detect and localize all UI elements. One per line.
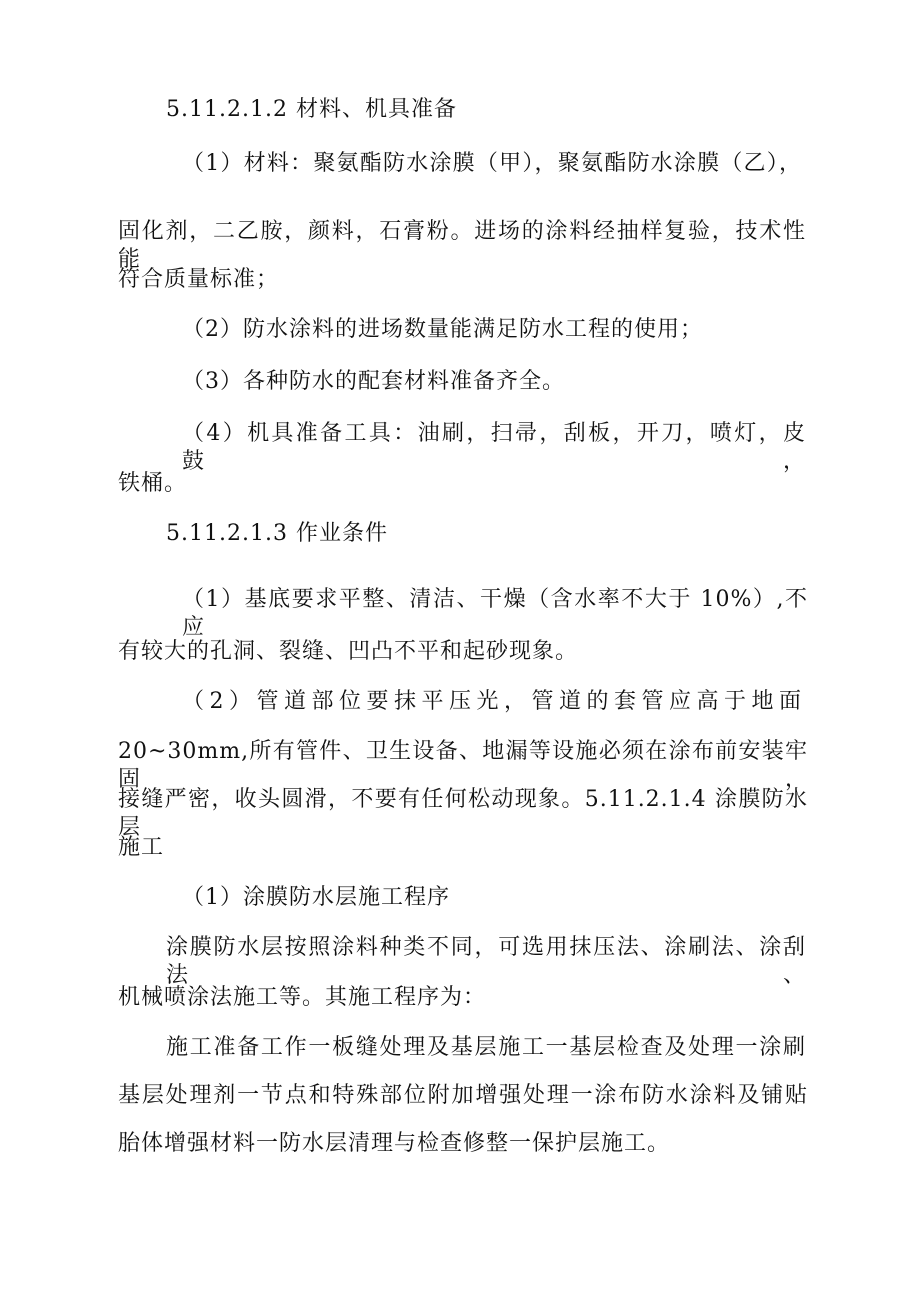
conditions-item-1-line-1: （1）基底要求平整、清洁、干燥（含水率不大于 10%）,不应	[182, 587, 808, 640]
conditions-item-2-line-1: （2）管道部位要抹平压光，管道的套管应高于地面	[182, 689, 802, 714]
procedure-steps-line-1: 施工准备工作一板缝处理及基层施工一基层检查及处理一涂刷	[166, 1035, 806, 1060]
procedure-intro-line-2: 机械喷涂法施工等。其施工程序为：	[118, 985, 487, 1010]
conditions-item-2-line-2: 20~30mm,所有管件、卫生设备、地漏等设施必须在涂布前安装牢固，	[118, 739, 808, 792]
procedure-intro-line-1: 涂膜防水层按照涂料种类不同，可选用抹压法、涂刷法、涂刮法、	[166, 935, 806, 988]
materials-item-1-line-1: （1）材料：聚氨酯防水涂膜（甲），聚氨酯防水涂膜（乙），	[182, 151, 802, 176]
materials-item-1-line-2: 固化剂，二乙胺，颜料，石膏粉。进场的涂料经抽样复验，技术性能	[118, 219, 806, 272]
procedure-steps-line-2: 基层处理剂一节点和特殊部位附加增强处理一涂布防水涂料及铺贴	[118, 1083, 808, 1108]
section-heading-5-11-2-1-3: 5.11.2.1.3 作业条件	[166, 521, 388, 546]
conditions-item-2-line-3: 接缝严密，收头圆滑，不要有任何松动现象。5.11.2.1.4 涂膜防水层	[118, 787, 808, 840]
conditions-item-2-line-4: 施工	[118, 835, 165, 860]
procedure-steps-line-3: 胎体增强材料一防水层清理与检查修整一保护层施工。	[118, 1131, 671, 1156]
procedure-heading: （1）涂膜防水层施工程序	[182, 885, 450, 910]
materials-item-2: （2）防水涂料的进场数量能满足防水工程的使用；	[182, 317, 703, 342]
materials-item-3: （3）各种防水的配套材料准备齐全。	[182, 369, 565, 394]
materials-item-4-line-1: （4）机具准备工具：油刷，扫帚，刮板，开刀，喷灯，皮鼓，	[182, 421, 806, 474]
materials-item-1-line-3: 符合质量标准；	[118, 267, 280, 292]
section-heading-5-11-2-1-2: 5.11.2.1.2 材料、机具准备	[166, 97, 457, 122]
conditions-item-1-line-2: 有较大的孔洞、裂缝、凹凸不平和起砂现象。	[118, 639, 579, 664]
materials-item-4-line-2: 铁桶。	[118, 471, 188, 496]
